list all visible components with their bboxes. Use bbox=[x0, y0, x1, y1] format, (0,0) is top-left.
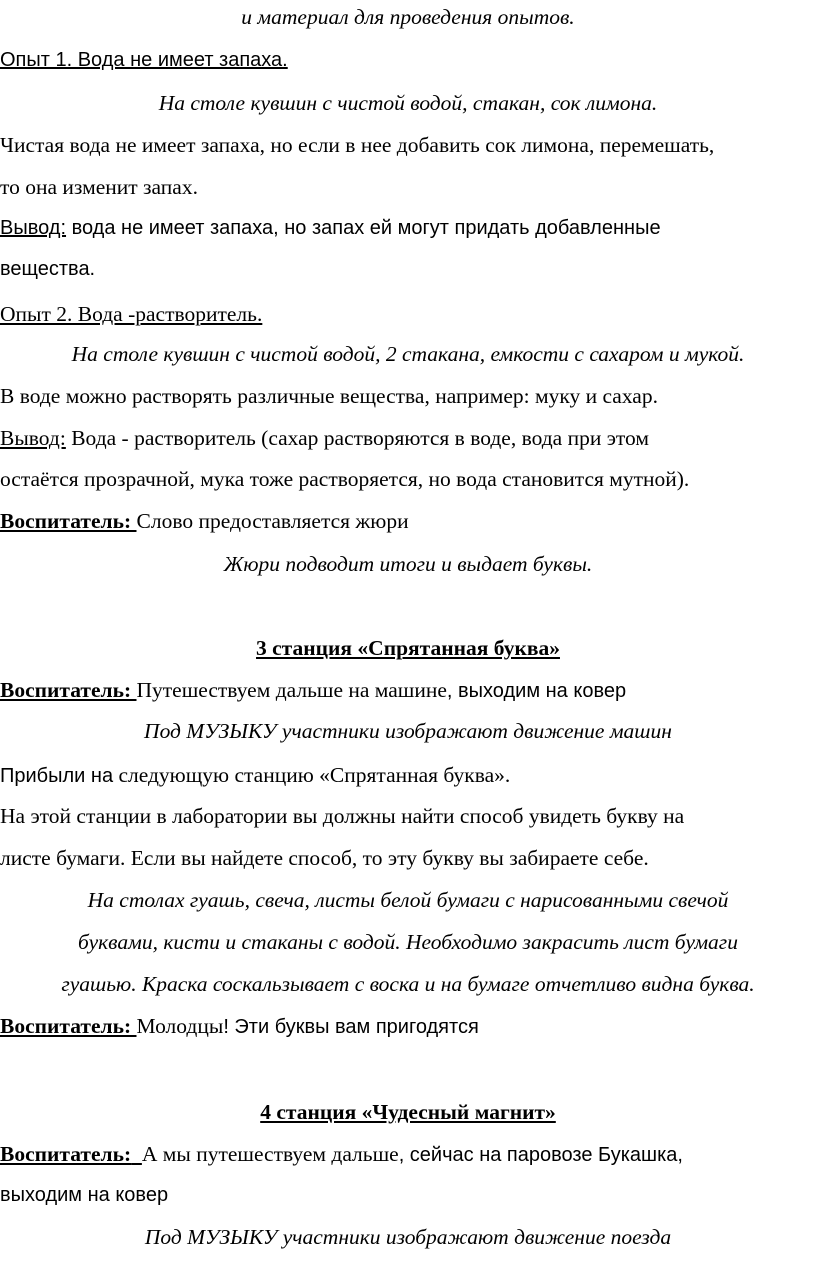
teacher-station-4-text-b: , сейчас на паровозе Букашка, bbox=[398, 1144, 683, 1166]
jury-result: Жюри подводит итоги и выдает буквы. bbox=[223, 552, 593, 576]
teacher-label: Воспитатель: bbox=[0, 509, 137, 533]
arrived-text-a: Прибыли на bbox=[0, 765, 114, 787]
tables-text-1: На столах гуашь, свеча, листы белой бумаги с нарисованными свечой bbox=[87, 888, 729, 912]
music-car: Под МУЗЫКУ участники изображают движение машин bbox=[144, 719, 672, 743]
experiment-1-conclusion-text: вода не имеет запаха, но запах ей могут придать добавленные bbox=[66, 217, 661, 239]
experiment-1-conclusion-2: вещества. bbox=[0, 258, 96, 280]
experiment-1-setup: На столе кувшин с чистой водой, стакан, сок лимона. bbox=[158, 91, 658, 115]
teacher-jury-text: Слово предоставляется жюри bbox=[136, 509, 409, 533]
conclusion-label: Вывод: bbox=[0, 426, 66, 450]
conclusion-label: Вывод: bbox=[0, 217, 67, 239]
teacher-station-3-line bbox=[0, 677, 816, 704]
arrived-text-b: следующую станцию «Спрятанная буква». bbox=[113, 763, 511, 787]
experiment-1-text-2: то она изменит запах. bbox=[0, 175, 198, 199]
teacher-station-4-text-c: выходим на ковер bbox=[0, 1184, 169, 1206]
teacher-station-4-text-a: А мы путешествуем дальше bbox=[141, 1142, 399, 1166]
experiment-1-conclusion-1 bbox=[0, 215, 816, 241]
laboratory-text-2: листе бумаги. Если вы найдете способ, то эту букву вы забираете себе. bbox=[0, 846, 649, 870]
arrived-line bbox=[0, 762, 816, 789]
tables-text-3: гуашью. Краска соскальзывает с воска и на бумаге отчетливо видна буква. bbox=[61, 972, 755, 996]
experiment-2-setup: На столе кувшин с чистой водой, 2 стакана, емкости с сахаром и мукой. bbox=[71, 342, 745, 366]
laboratory-text-1: На этой станции в лаборатории вы должны найти способ увидеть букву на bbox=[0, 804, 685, 828]
praise-line bbox=[0, 1013, 816, 1040]
teacher-jury-line bbox=[0, 508, 816, 534]
experiment-2-conclusion-2: остаётся прозрачной, мука тоже растворяется, но вода становится мутной). bbox=[0, 467, 690, 491]
teacher-label: Воспитатель: bbox=[0, 1014, 137, 1038]
teacher-label: Воспитатель: bbox=[0, 1142, 132, 1166]
station-4-title: 4 станция «Чудесный магнит» bbox=[260, 1100, 556, 1124]
teacher-label: Воспитатель: bbox=[0, 678, 137, 702]
teacher-station-4-line bbox=[0, 1141, 816, 1168]
experiment-2-text: В воде можно растворять различные вещества, например: муку и сахар. bbox=[0, 384, 658, 408]
teacher-label-gap bbox=[131, 1142, 142, 1166]
praise-text-a: Молодцы bbox=[136, 1014, 224, 1038]
intro-line: и материал для проведения опытов. bbox=[241, 5, 575, 29]
experiment-1-text-1: Чистая вода не имеет запаха, но если в нее добавить сок лимона, перемешать, bbox=[0, 133, 715, 157]
station-3-title: 3 станция «Спрятанная буква» bbox=[256, 636, 560, 660]
experiment-2-conclusion-text: Вода - растворитель (сахар растворяются в воде, вода при этом bbox=[65, 426, 649, 450]
experiment-1-title: Опыт 1. Вода не имеет запаха. bbox=[0, 49, 288, 71]
experiment-2-title: Опыт 2. Вода -растворитель. bbox=[0, 302, 263, 326]
teacher-station-3-text-a: Путешествуем дальше на машине bbox=[136, 678, 447, 702]
tables-text-2: буквами, кисти и стаканы с водой. Необходимо закрасить лист бумаги bbox=[78, 930, 738, 954]
praise-text-b: ! Эти буквы вам пригодятся bbox=[223, 1016, 479, 1038]
teacher-station-3-text-b: , выходим на ковер bbox=[446, 680, 627, 702]
experiment-2-conclusion-1 bbox=[0, 425, 816, 451]
music-train: Под МУЗЫКУ участники изображают движение поезда bbox=[144, 1225, 672, 1249]
